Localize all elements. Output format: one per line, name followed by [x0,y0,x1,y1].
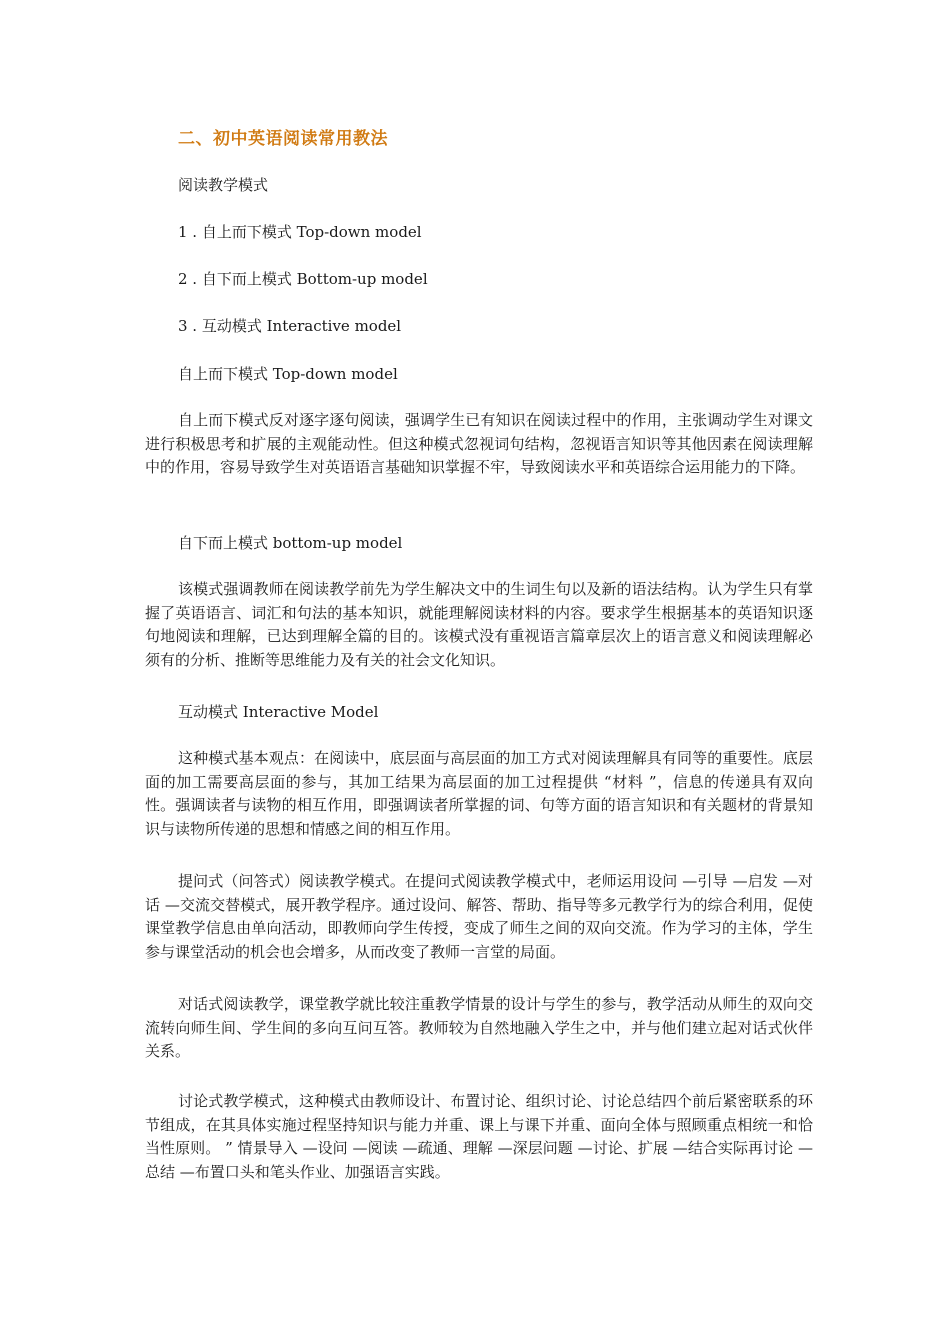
mode-title: 阅读教学模式 [178,176,269,194]
subheading-bottom-up: 自下而上模式 bottom-up model [178,534,403,552]
paragraph-interactive: 这种模式基本观点：在阅读中，底层面与高层面的加工方式对阅读理解具有同等的重要性。底层面的加工需要高层面的参与，其加工结果为高层面的加工过程提供 “材料 ”，信息的传递具有双向性。强调读者与读物的相互作用，即强调读者所掌握的词、句等方面的语言知识和有关题材的背景知识与读物所传递的思想和情感之间的相互作用。 [145,749,813,838]
list-item-bottom-up: 2 . 自下而上模式 Bottom-up model [178,270,428,288]
paragraph-bottom-up: 该模式强调教师在阅读教学前先为学生解决文中的生词生句以及新的语法结构。认为学生只有掌握了英语语言、词汇和句法的基本知识，就能理解阅读材料的内容。要求学生根据基本的英语知识逐句地阅读和理解，已达到理解全篇的目的。该模式没有重视语言篇章层次上的语言意义和阅读理解必须有的分析、推断等思维能力及有关的社会文化知识。 [145,580,813,669]
list-item-top-down: 1 . 自上而下模式 Top-down model [178,223,422,241]
paragraph-discussion-mode: 讨论式教学模式，这种模式由教师设计、布置讨论、组织讨论、讨论总结四个前后紧密联系的环节组成，在其具体实施过程坚持知识与能力并重、课上与课下并重、面向全体与照顾重点相统一和恰当性原则。 ” 情景导入 —设问 —阅读 —疏通、理解 —深层问题 —讨论、扩展 —结合实际再讨论 —总结 —布置口头和笔头作业、加强语言实践。 [145,1092,813,1181]
subheading-interactive: 互动模式 Interactive Model [178,703,379,721]
paragraph-dialogue-mode: 对话式阅读教学，课堂教学就比较注重教学情景的设计与学生的参与，教学活动从师生的双向交流转向师生间、学生间的多向互问互答。教师较为自然地融入学生之中，并与他们建立起对话式伙伴关系。 [145,995,813,1060]
subheading-top-down: 自上而下模式 Top-down model [178,365,398,383]
paragraph-top-down: 自上而下模式反对逐字逐句阅读，强调学生已有知识在阅读过程中的作用，主张调动学生对课文进行积极思考和扩展的主观能动性。但这种模式忽视词句结构，忽视语言知识等其他因素在阅读理解中的作用，容易导致学生对英语语言基础知识掌握不牢，导致阅读水平和英语综合运用能力的下降。 [145,411,813,476]
paragraph-question-mode: 提问式（问答式）阅读教学模式。在提问式阅读教学模式中，老师运用设问 —引导 —启发 —对话 —交流交替模式，展开教学程序。通过设问、解答、帮助、指导等多元教学行为的综合利用，促使课堂教学信息由单向活动，即教师向学生传授，变成了师生之间的双向交流。作为学习的主体，学生参与课堂活动的机会也会增多，从而改变了教师一言堂的局面。 [145,872,813,961]
section-heading: 二、初中英语阅读常用教法 [178,129,388,149]
list-item-interactive: 3 . 互动模式 Interactive model [178,317,402,335]
